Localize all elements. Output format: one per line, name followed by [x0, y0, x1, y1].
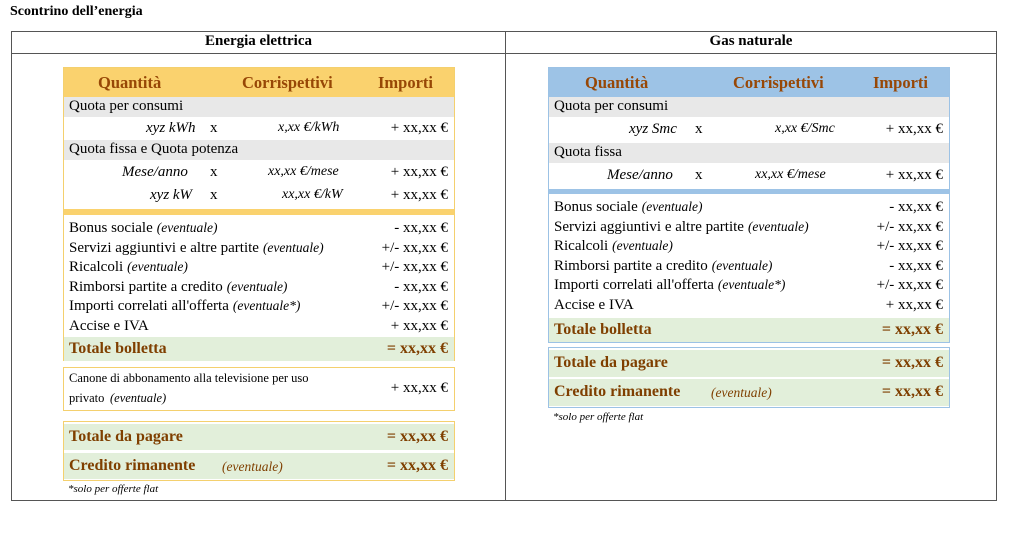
- fissa-detail-row: [64, 162, 454, 182]
- consumi-amount: + xx,xx €: [885, 121, 943, 137]
- quota-consumi-label: Quota per consumi: [554, 98, 669, 114]
- section-band: [549, 189, 949, 194]
- consumi-detail-row: [64, 118, 454, 138]
- gas-footnote: *solo per offerte flat: [553, 411, 644, 423]
- charge-row: [64, 259, 454, 279]
- quota-consumi-label: Quota per consumi: [69, 98, 184, 114]
- col-quantita: Quantità: [585, 73, 649, 92]
- electric-table: [63, 67, 455, 361]
- totale-pagare-value: = xx,xx €: [386, 428, 448, 445]
- charge-row: [549, 297, 949, 317]
- charge-amount: +/- xx,xx €: [876, 277, 943, 293]
- col-corrispettivi: Corrispettivi: [733, 73, 824, 92]
- charge-label-text: Bonus sociale: [69, 220, 153, 236]
- charge-label-text: Ricalcoli: [69, 259, 124, 275]
- charge-label-text: Servizi aggiuntivi e altre partite: [554, 218, 744, 235]
- totale-bolletta-label: Totale bolletta: [69, 340, 167, 357]
- charge-amount: - xx,xx €: [889, 257, 943, 274]
- header-divider: [12, 53, 996, 54]
- charge-amount: + xx,xx €: [885, 296, 943, 313]
- charge-label: [554, 199, 702, 216]
- charge-row: [549, 238, 949, 258]
- charge-amount: - xx,xx €: [889, 199, 943, 215]
- charge-note: (eventuale): [711, 257, 773, 273]
- multiply-sign: x: [210, 164, 218, 180]
- charge-label: [554, 219, 809, 236]
- col-quantita: Quantità: [98, 73, 162, 92]
- charge-amount: +/- xx,xx €: [381, 239, 448, 256]
- fissa-detail-row: [549, 165, 949, 185]
- charge-row: [64, 279, 454, 299]
- multiply-sign: x: [695, 167, 703, 183]
- charge-label-text: Accise e IVA: [69, 317, 149, 334]
- charge-label: [69, 279, 287, 296]
- canone-value: + xx,xx €: [390, 380, 448, 396]
- charge-label: [554, 258, 772, 275]
- section-band: [64, 209, 454, 215]
- electric-totals: [63, 421, 455, 481]
- column-divider: [505, 32, 506, 500]
- consumi-quantity: xyz Smc: [629, 121, 677, 137]
- charge-label: [554, 238, 673, 255]
- charge-amount: +/- xx,xx €: [876, 218, 943, 235]
- totale-bolletta-value: = xx,xx €: [881, 321, 943, 338]
- charge-row: [549, 258, 949, 278]
- charge-row: [64, 240, 454, 260]
- credito-label: Credito rimanente: [69, 457, 196, 474]
- totale-pagare-value: = xx,xx €: [881, 354, 943, 371]
- quota-fissa-row: [64, 140, 454, 160]
- potenza-detail-row: [64, 185, 454, 205]
- fissa-rate: xx,xx €/mese: [755, 167, 826, 182]
- multiply-sign: x: [695, 121, 703, 137]
- canone-label: Canone di abbonamento alla televisione per uso: [69, 371, 309, 385]
- charge-note: (eventuale): [641, 199, 703, 214]
- charge-label: [69, 240, 324, 257]
- potenza-rate: xx,xx €/kW: [282, 187, 343, 202]
- charge-label-text: Importi correlati all'offerta: [69, 298, 229, 314]
- canone-box: [63, 367, 455, 411]
- totale-pagare-label: Totale da pagare: [69, 428, 183, 445]
- gas-table: [548, 67, 950, 343]
- charge-label: [69, 220, 217, 237]
- totale-bolletta-row: [64, 337, 454, 361]
- charge-row: [549, 199, 949, 219]
- charge-note: (eventuale): [262, 239, 324, 255]
- multiply-sign: x: [210, 187, 218, 203]
- fissa-amount: + xx,xx €: [885, 167, 943, 183]
- charge-note: (eventuale): [612, 238, 673, 253]
- charge-label: [69, 298, 300, 315]
- charge-amount: + xx,xx €: [390, 317, 448, 334]
- credito-value: = xx,xx €: [386, 457, 448, 474]
- multiply-sign: x: [210, 120, 218, 136]
- charge-label-text: Rimborsi partite a credito: [554, 257, 708, 274]
- charge-amount: - xx,xx €: [394, 220, 448, 236]
- charge-label-text: Bonus sociale: [554, 199, 638, 215]
- charge-amount: - xx,xx €: [394, 278, 448, 295]
- electric-column-heading: Energia elettrica: [204, 33, 313, 49]
- credito-row: [64, 453, 454, 479]
- charge-amount: +/- xx,xx €: [381, 259, 448, 275]
- totale-pagare-label: Totale da pagare: [554, 354, 668, 371]
- col-corrispettivi: Corrispettivi: [242, 73, 333, 92]
- gas-column-heading: Gas naturale: [709, 33, 793, 49]
- charge-note: (eventuale*): [232, 298, 301, 313]
- fissa-amount: + xx,xx €: [390, 164, 448, 180]
- col-importi: Importi: [873, 73, 928, 92]
- canone-note: (eventuale): [110, 391, 167, 405]
- consumi-amount: + xx,xx €: [390, 120, 448, 136]
- totale-bolletta-value: = xx,xx €: [386, 340, 448, 357]
- charge-label-text: Servizi aggiuntivi e altre partite: [69, 239, 259, 256]
- charge-label-text: Rimborsi partite a credito: [69, 278, 223, 295]
- credito-value: = xx,xx €: [881, 383, 943, 400]
- charge-note: (eventuale): [156, 220, 218, 235]
- charge-row: [549, 277, 949, 297]
- charge-label: [554, 297, 638, 314]
- consumi-rate: x,xx €/Smc: [775, 121, 835, 136]
- totale-pagare-row: [549, 350, 949, 377]
- gas-totals: [548, 347, 950, 408]
- quota-consumi-row: [64, 97, 454, 117]
- charge-label-text: Ricalcoli: [554, 238, 609, 254]
- electric-table-header: [64, 68, 454, 97]
- electric-footnote: *solo per offerte flat: [68, 483, 159, 495]
- fissa-quantity: Mese/anno: [607, 167, 673, 183]
- charge-note: (eventuale*): [717, 277, 786, 292]
- quota-fissa-label: Quota fissa: [554, 144, 622, 160]
- credito-row: [549, 379, 949, 406]
- charge-label: [554, 277, 785, 294]
- gas-table-header: [549, 68, 949, 97]
- canone-privato: privato: [69, 391, 105, 405]
- document-title: Scontrino dell’energia: [10, 4, 143, 19]
- charge-row: [549, 219, 949, 239]
- credito-label: Credito rimanente: [554, 383, 681, 400]
- charge-row: [64, 220, 454, 240]
- charge-label: [69, 259, 188, 276]
- quota-fissa-row: [549, 143, 949, 163]
- quota-fissa-label: Quota fissa e Quota potenza: [69, 141, 239, 157]
- quota-consumi-row: [549, 97, 949, 117]
- consumi-rate: x,xx €/kWh: [278, 120, 340, 135]
- charge-label: [69, 318, 153, 335]
- charge-row: [64, 298, 454, 318]
- charge-amount: +/- xx,xx €: [381, 298, 448, 314]
- totale-pagare-row: [64, 424, 454, 450]
- col-importi: Importi: [378, 73, 433, 92]
- potenza-amount: + xx,xx €: [390, 187, 448, 203]
- credito-note: (eventuale): [222, 459, 283, 474]
- charge-note: (eventuale): [226, 278, 288, 294]
- charge-note: (eventuale): [127, 259, 188, 274]
- charge-note: (eventuale): [747, 218, 809, 234]
- totale-bolletta-label: Totale bolletta: [554, 321, 652, 338]
- consumi-quantity: xyz kWh: [146, 120, 196, 136]
- charge-label-text: Accise e IVA: [554, 296, 634, 313]
- totale-bolletta-row: [549, 318, 949, 342]
- credito-note: (eventuale): [711, 385, 772, 400]
- charge-amount: +/- xx,xx €: [876, 238, 943, 254]
- charge-row: [64, 318, 454, 338]
- fissa-quantity: Mese/anno: [122, 164, 188, 180]
- potenza-quantity: xyz kW: [150, 187, 193, 203]
- fissa-rate: xx,xx €/mese: [268, 164, 339, 179]
- charge-label-text: Importi correlati all'offerta: [554, 277, 714, 293]
- consumi-detail-row: [549, 119, 949, 139]
